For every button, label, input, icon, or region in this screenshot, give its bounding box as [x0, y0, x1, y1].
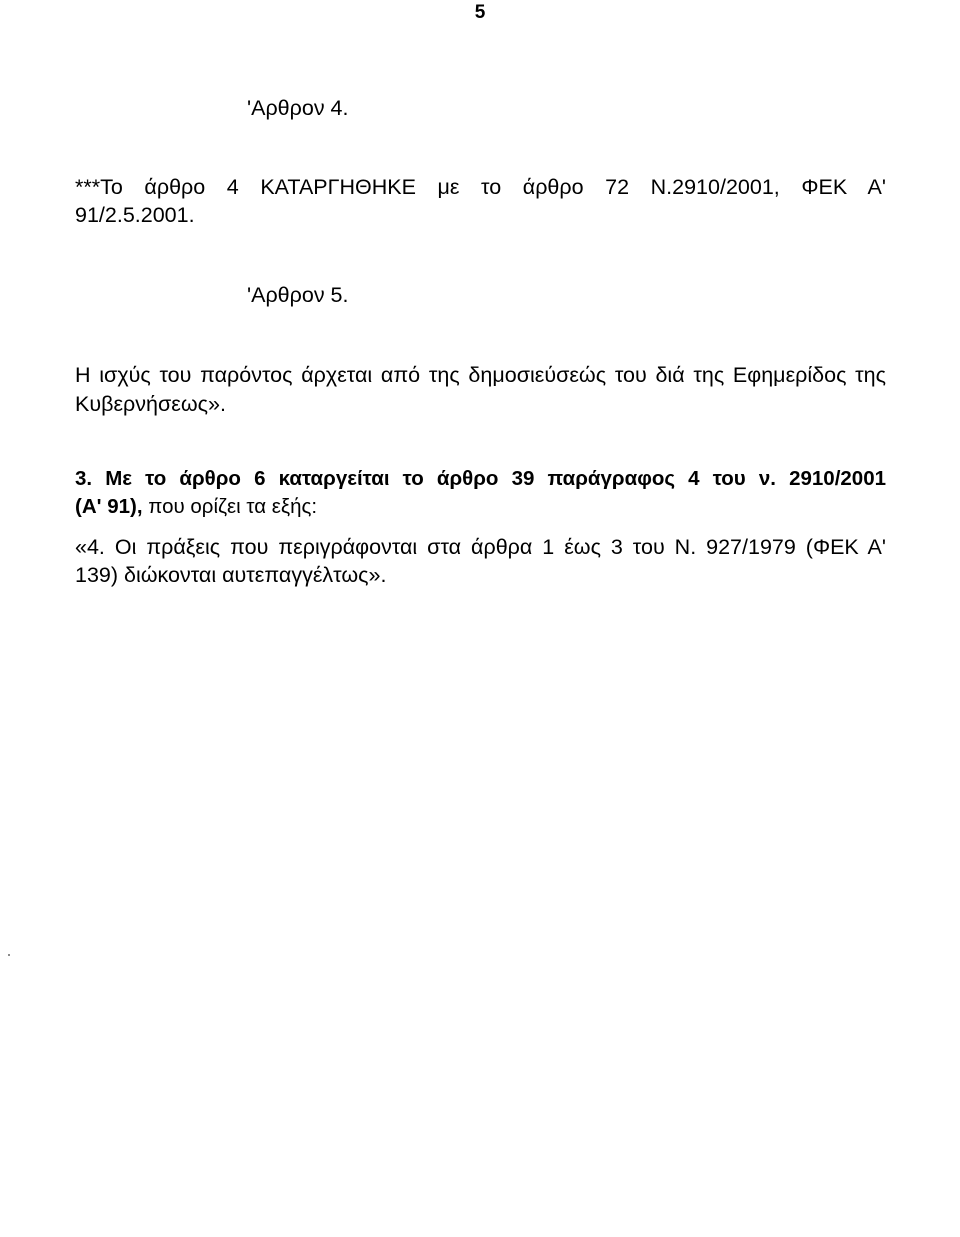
article-4-heading: 'Αρθρον 4. — [247, 96, 349, 120]
article-5-text-line-1: Η ισχύς του παρόντος άρχεται από της δημοσιεύσεώς του διά της Εφημερίδος της — [75, 363, 886, 387]
quote-line-2: 139) διώκονται αυτεπαγγέλτως». — [75, 563, 387, 587]
section-3-bold-part: (Α' 91), — [75, 495, 143, 518]
article-4-note-line-2: 91/2.5.2001. — [75, 203, 195, 227]
article-5-text-line-2: Κυβερνήσεως». — [75, 392, 226, 416]
article-4-note-line-1: ***Το άρθρο 4 ΚΑΤΑΡΓΗΘΗΚΕ με το άρθρο 72 Ν.2910/2001, ΦΕΚ Α' — [75, 175, 886, 199]
page-number: 5 — [474, 2, 486, 23]
section-3-normal-part: που ορίζει τα εξής: — [142, 495, 318, 518]
section-3-line-2 — [75, 495, 317, 519]
article-5-heading: 'Αρθρον 5. — [247, 283, 349, 307]
scan-speck — [8, 954, 10, 956]
quote-line-1: «4. Οι πράξεις που περιγράφονται στα άρθρα 1 έως 3 του Ν. 927/1979 (ΦΕΚ Α' — [75, 535, 886, 559]
section-3-bold-line-1: 3. Με το άρθρο 6 καταργείται το άρθρο 39 παράγραφος 4 του ν. 2910/2001 — [75, 467, 886, 490]
